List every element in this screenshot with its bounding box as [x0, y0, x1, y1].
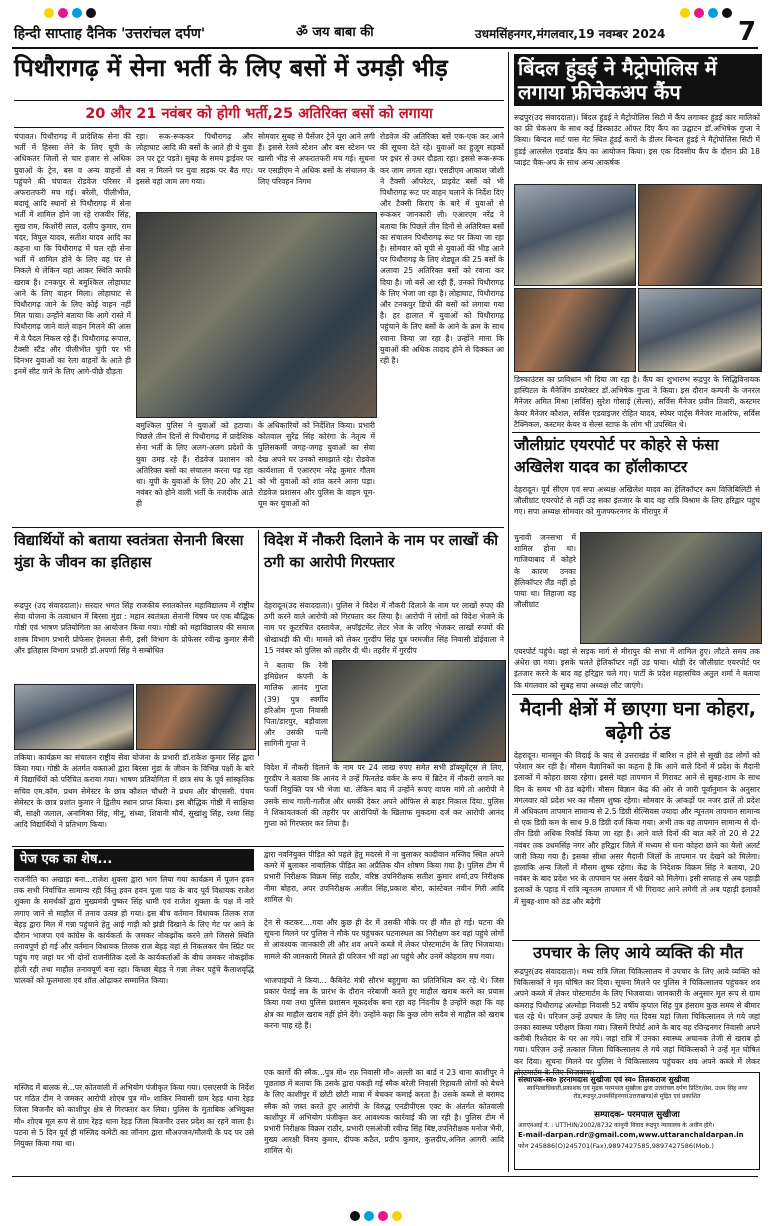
om-icon: ॐ — [296, 25, 308, 40]
color-registration-top-right — [680, 3, 740, 17]
column-p1: राजनीति का अखाड़ा बना...राजेश शुक्ला द्वारा भाग लिया गया कार्यक्रम में पूजन हवन तक सभी निर्वाचित सामान्य रही किंतु हवन हवन पूजा पाठ के बाद पूर्व विधायक राजेश शुक्ला के समर्थकों द्वारा मुख्यमंत्री पुष्कर सिंह धामी एवं राजेश शुक्ला के पक्ष में नारे लगाए जाने से माहौल में तनाव उत्पन्न हो गया। इस बीच वर्तमान विधायक तिलक राज बेहड़ द्वारा मिल में गन्ना पहुंचाने हेतु आई गाड़ी को झंडी दिखाने के लिए गेट पर आने के दौरान भाजपा एवं कांग्रेस के कार्यकर्ता के जमकर नोकझोंक करने लगे जिससे स्थिति तनावपूर्ण हो गई और वर्तमान विधायक तिलक राज बेहड़ वहां से निकलकर चेन स्प्रिंट पर पहुंच गए जहां पर भी दोनों राजनीतिक दलों के कार्यकर्ताओं के बीच जमकर नोकझोंक होती रही तथा माहौल तनावपूर्ण बना रहा। किच्छा बेहड़ ने गन्ना लेकर पहुंचे कैलाशवृद्धि चालकों को फूलमाला एवं शॉल ओढ़ाकर सम्मानित किया। — [14, 875, 254, 985]
registration-dot-magenta — [694, 8, 704, 18]
color-registration-top — [44, 3, 104, 17]
story6-headline: मैदानी क्षेत्रों में छाएगा घना कोहरा, बढ़ेगी ठंड — [520, 698, 756, 744]
page-number: 7 — [738, 17, 757, 47]
registration-dot-cyan — [72, 8, 82, 18]
divider-story3-story4 — [258, 530, 259, 756]
registration-dot-yellow — [680, 8, 690, 18]
imprint-publisher: स्वामित्वाधिकारी,प्रकाशक एवं मुद्रक परमपाल सुखीजा द्वारा उत्तरांचल दर्पण प्रिंटिंग/प्रेस, उधम सिंह नगर रोड,रूद्रपुर,उधमसिंहनगर(उत्तराखण्ड)से मुद्रित एवं प्रकाशित — [526, 1085, 748, 1100]
story1-subhead-bar — [14, 100, 504, 128]
story6-body: देहरादून। मानसून की विदाई के बाद से उत्तराखंड में बारिश न होने से सूखी ठंड लोगों को परेशान कर रही है। मौसम वैज्ञानिकों का कहना है कि आने वाले दिनों में प्रदेश के मैदानी इलाकों में कोहरा छाया रहेगा। इससे वहां तापमान में गिरावट आने से सुबह-शाम के साथ दिन के समय भी ठंड बढ़ेगी। मौसम विज्ञान केंद्र की ओर से जारी पूर्वानुमान के अनुसार मंगलवार को प्रदेश भर का मौसम शुष्क रहेगा। सोमवार के आंकड़ों पर नजर डालें तो प्रदेश में अधिकतम तापमान सामान्य से 2.5 डिग्री सेल्सियस ज्यादा और न्यूनतम तापमान सामान्य से एक डिग्री कम के साथ 9.8 डिग्री दर्ज किया गया। अभी तक वह तापमान सामान्य से दो-तीन डिग्री अधिक रिकॉर्ड किया जा रहा है। आने वाले दिनों की बात करें तो 20 से 22 नवंबर तक उधमसिंह नगर और हरिद्वार जिले में मध्यम से घना कोहरा छाने का येलो अलर्ट जारी किया गया है। इसका सीधा असर मैदानी जिलों के तापमान पर देखने को मिलेगा। हालांकि अन्य जिलों में मौसम शुष्क रहेगा। केंद्र के निदेशक विक्रम सिंह ने बताया, 20 नवंबर के बाद प्रदेश भर के तापमान पर असर देखने को मिलेगा। इसी सप्ताह से अब पहाड़ी इलाकों के पहाड़ में रात्रि न्यूनतम तापमान में भी गिरावट आने लगेगी तो अब पहाड़ी इलाकों में सुबह-शाम को ठंड और बढ़ेगी — [514, 751, 760, 906]
story5-photo — [580, 532, 762, 644]
divider-vertical-right — [508, 52, 509, 1172]
story1-crowd-photo — [136, 212, 377, 418]
story4-body2: विदेश में नौकरी दिलाने के नाम पर 24 लाख रुपए समेत सभी डॉक्यूमेंट्स ले लिए, गुरदीप ने बताया कि आनंद ने उन्हें फिनलेड वर्कर के रूप में ब्रिटेन में नौकरी लगाने का फर्जी नियुक्ति पत्र भी भेजा था. लेकिन बाद में उन्होंने रूपए वापस मांगे तो आरोपी ने उसके साथ गाली-गलौज और धमकी देकर अपने ऑफिस से बाहर निकाल दिया. पुलिस ने शिकायतकर्ता की तहरीर पर आरोपियों के खिलाफ मुकदमा दर्ज कर आरोपी आनंद गुप्ता को गिरफ्तार कर लिया है। — [264, 763, 504, 829]
story1-col3: सोमवार सुबह से पैसेंजर ट्रेनें पूरा आने लगी हैं। इससे रेलवे स्टेशन और बस स्टेशन पर खासी भीड़ से अफरातफरी मच गई। सूचना पर एसडीएम ने अधिक बसों के संचालन के लिए परिवहन निगम — [258, 132, 375, 186]
place-date: उधमसिंहनगर,मंगलवार,19 नवम्बर 2024 — [475, 27, 666, 41]
divider-story6-bottom — [512, 940, 760, 941]
story4-photo — [332, 660, 506, 762]
registration-dot-black — [722, 8, 732, 18]
story1-subhead: 20 और 21 नवंबर को होगी भर्ती,25 अतिरिक्त बसों को लगाया — [85, 106, 433, 122]
story1-col4: रोडवेज की अतिरिक्त बसें एक-एक कर आने की सूचना देते रहे। युवाओं का हुजूम सड़कों पर इधर से उधर दौड़ता रहा। इससे रूक-रूक कर जाम लगता रहा। एसडीएम आकाश जोशी ने टैक्सी ऑपरेटर, प्राइवेट बसों को भी पिथौरागढ़ रूट पर वाहन चलाने के निर्देश दिए और टैक्सी किराए के बारे में युवाओं से रूककर जानकारी ली। एआरएम नरेंद्र ने बताया कि पिछले तीन दिनों से अतिरिक्त बसों का संचालन पिथौरागढ़ रूट पर किया जा रहा है। सोमवार को यूपी से युवाओं की भीड़ आने पर पिथौरागढ़ के लिए शेड्यूल की 25 बसों के अलावा 25 अतिरिक्त बसों को रवाना कर दिया है। जो बसें आ रही हैं, उनको पिथौरागढ़ के लिए भेजा जा रहा है। लोहाघाट, पिथौरागढ़ और टनकपुर डिपो की बसों को लगाया गया है। हर हालात में युवाओं को पिथौरागढ़ पहुंचाने के लिए बसों के आने के क्रम के साथ रवाना किया जा रहा है। उन्होंने माना कि युवाओं की अधिक तादाद होने से दिक्कत आ रही है। — [380, 132, 504, 366]
paper-name: हिन्दी साप्ताह दैनिक 'उत्तरांचल दर्पण' — [14, 26, 206, 42]
imprint-founders: संस्थापक-स्व० हरनामदास सुखीजा एवं स्व० तिलकराज सुखीजा — [518, 1075, 690, 1084]
registration-dot-yellow — [392, 1211, 402, 1221]
story5-body2: एयरपोर्ट पहुंचे। यहां से सड़क मार्ग से मीरापुर की सभा में शामिल हुए। लौटते समय तक अंधेरा छा गया। इसके चलते हेलिकॉप्टर नहीं उड़ पाया। थोड़ी देर जौलीग्रांट एयरपोर्ट पर इंतजार करने के बाद वह हरिद्वार चले गए। पार्टी के प्रदेश महासचिव अतुल शर्मा ने बताया कि मंगलवार को सुबह सपा अध्यक्ष लौट जाएंगे। — [514, 647, 760, 690]
registration-dot-black — [86, 8, 96, 18]
story3-photo-1 — [14, 684, 134, 750]
divider-story5-bottom — [512, 694, 760, 695]
imprint-email: E-mail-darpan.rdr@gmail.com,www.uttaranchaldarpan.in — [518, 1131, 744, 1139]
column-p3: द्वारा नवनियुक्त पीड़ित को पहले हेतु मदरसे में ना बुलाकर कादीवान मस्जिद स्थित अपने कमरे में बुलाकर नाबालिक पीड़ित का अप्रैतिक यौन शोषण किया गया है। पुलिस टीम में प्रभारी निरीक्षक विक्रम सिंह राठौर, वरिष्ठ उपनिरीक्षक सतीश कुमार शर्मा,उप निरीक्षक नीमा बोहरा, अपर उपनिरीक्षक अजीत सिंह,प्रकाश बोरा, कांस्टेबल नवीन गिरी आदि शामिल थे। — [264, 850, 504, 904]
story4-body: देहरादून(उद संवाददाता)। पुलिस ने विदेश में नौकरी दिलाने के नाम पर लाखों रुपए की ठगी करने वाले आरोपी को गिरफ्तार कर लिया है। आरोपी ने लोगों को विदेश भेजने के नाम पर कूटरचित दस्तावेज, अपॉइंटमेंट लेटर भेज के जरिए भेजकर लाखों रुपयों की धोखाधड़ी की थी। मामले को लेकर गुरदीप सिंह पुत्र परमजीत सिंह निवासी डोईवाला ने 15 नवंबर को पुलिस को तहरीर दी थी। तहरीर में गुरदीप — [264, 601, 504, 655]
story1-headline: पिथौरागढ़ में सेना भर्ती के लिए बसों में उमड़ी भीड़ — [14, 54, 448, 82]
registration-dot-black — [350, 1211, 360, 1221]
story4-side: ने बताया कि रेनी इमिग्रेशन कंपनी के मालिक आनंद गुप्ता (39) पुत्र स्वर्गीय हरिओम गुप्ता निवासी पिता/डारपुर, बड़ौवाला और उसकी पत्नी सागिनी गुप्ता ने — [264, 661, 328, 749]
story2-photo-2 — [638, 184, 762, 286]
registration-dot-magenta — [58, 8, 68, 18]
story1-col1: चंपावत। पिथौरागढ़ में प्रादेशिक सेना की भर्ती में हिस्सा लेने के लिए यूपी के अधिकतर जिलों से चार हजार से अधिक युवाओं के ट्रेन, बस व अन्य वाहनों से पहुंचने की चंपावत रोडवेज परिसर में अफरातफरी मच गई। बरेली, पीलीभीत, बदायूं आदि स्थानों से पिथौरागढ़ में सेना भर्ती में शामिल होने जा रहे राजवीर सिंह, सुख राम, किशोरी लाल, दलीप कुमार, राम चंदर, विपुल यादव, सतीश यादव आदि का कहना था कि पिथौरागढ़ में चल रही सेना भर्ती में शामिल होने के लिए वह घर से निकले थे लेकिन यहां आकर स्थिति काफी खराब है। टनकपुर से बमुश्किल लोहाघाट आने के लिए वाहन मिला। लोहाघाट से पिथौरागढ़ जाने के लिए कोई वाहन नहीं मिल पाया। उन्होंने बताया कि आगे रास्ते में पिथौरागढ़ जाने वाले वाहन मिलने की आस में वे पैदल निकल रहे हैं। पिथौरागढ़ रूपाल, टैक्सी स्टैंड और पीलीभीत चुंगी पर भी दिनभर युवाओं का रेला वाहनों के आते ही इनमें सीट पाने के लिए आगे-पीछे दौड़ता — [14, 132, 131, 377]
story2-headline: बिंदल हुंडई ने मैट्रोपोलिस में लगाया फ्रीचेकअप कैंप — [514, 54, 762, 106]
divider-story2-bottom — [512, 432, 760, 433]
registration-dot-cyan — [364, 1211, 374, 1221]
imprint-editor: सम्पादक- परमपाल सुखीजा — [594, 1110, 680, 1120]
imprint-rni: आरएनआई नं. : UTTHIN/2002/8732 कानूनी विवाद रूद्रपुर न्यायालय के अधीन होंगे। — [518, 1122, 715, 1129]
story2-body2: डिस्काउंटस का प्राविधान भी दिया जा रहा है। कैंप का शुभारम्भ रूद्रपुर के सिद्धिविनायक हास्पिटल के मैनेजिंग डायरेक्टर डॉ.अभिषेक गुप्ता ने किया। इस दौरान कम्पनी के जनरल मैनेजर अमित मिश्रा (सर्विस) सुरेश गोसाई (सेल्स), सर्विस मैनेजर प्रवीन तिवारी, कस्टमर केयर मैनेजर कौशल, सर्विस एडवाइजर रोहित यादव, स्पेयर पार्ट्स मैनेजर माअरिफ, सर्विस टैक्निकल, कस्टमर केयर व सेल्स स्टाफ के लोग भी उपस्थित थे। — [514, 375, 760, 429]
registration-dot-cyan — [708, 8, 718, 18]
footer-rule — [12, 1176, 758, 1177]
column-title: पेज एक का शेष... — [14, 849, 254, 871]
column-p5: भाजपाइयों ने किया... कैबिनेट मंत्री सौरभ बहुगुणा का प्रतिनिधित्व कर रहे थे। जिस प्रकार पेराई सत्र के प्रारंभ के दौरान नरेबाजी करते हुए माहौल खराब करने का प्रयास किया गया तथा पुलिस प्रशासन मूकदर्शक बना रहा वह निंदनीय है उन्होंने कहा कि वह क्षेत्र का माहौल खराब नहीं होने देंगे। उन्होंने कहा कि कुछ लोग सदैव से माहौल को खराब करना चाह रहे हैं। — [264, 976, 504, 1030]
story5-side: चुनावी जनसभा में शामिल होना था। गाजियाबाद में कोहरे के कारण उनका हेलिकॉप्टर लैंड नहीं हो पाया था। लिहाजा वह जौलीग्रांट — [514, 533, 576, 610]
story3-body2: तकिया। कार्यक्रम का संचालन राष्ट्रीय सेवा योजना के प्रभारी डॉ.राकेश कुमार सिंह द्वारा किया गया। गोष्ठी के अंतर्गत वक्ताओं द्वारा बिरसा मुंडा के जीवन के विभिन्न पक्षों के बारे में विद्यार्थियों को परिचित कराया गया। भाषण प्रतियोगिता में छात्र संघ के पूर्व सांस्कृतिक सचिव एम.कॉम. प्रथम सेमेस्टर के छात्र कौशल चौधरी ने प्रथम और बीएससी. पंचम सेमेस्टर के छात्र प्रशांत कुमार ने द्वितीय स्थान प्राप्त किया। इस बौद्धिक गोष्ठी में साक्षिया बी, साक्षी जलाल, अनामिका सिंह, मीनू, संध्या, शिवानी मौर्य, सुखांशु सिंह, रश्मा सिंह आदि विद्यार्थियों ने प्रतिभाग किया। — [14, 753, 254, 830]
story2-photo-1 — [514, 184, 636, 286]
story2-photo-3 — [514, 288, 636, 372]
masthead-emblem — [296, 22, 406, 40]
story7-headline: उपचार के लिए आये व्यक्ति की मौत — [533, 943, 743, 962]
story3-headline: विद्यार्थियों को बताया स्वतंत्रता सेनानी बिरसा मुंडा के जीवन का इतिहास — [14, 533, 244, 571]
divider-story1-bottom — [12, 527, 504, 528]
color-registration-bottom — [350, 1206, 420, 1220]
story5-headline: जौलीग्रांट एयरपोर्ट पर कोहरे से फंसा अखिलेश यादव का हॉलीकाप्टर — [514, 436, 719, 476]
masthead-center-text: जय बाबा की — [312, 25, 374, 40]
story1-col2b: बमुश्किल पुलिस ने युवाओं को हटाया। पिछले तीन दिनों से पिथौरागढ़ में प्रादेशिक सेना भर्ती के लिए अलग-अलग प्रदेशों के युवा उमड़ रहे हैं। रोडवेज प्रशासन को अतिरिक्त बसों का संचालन करना पड़ रहा था। यूपी के युवाओं के लिए 20 और 21 नवंबर को होने वाली भर्ती के नजदीक आते ही — [136, 421, 253, 509]
registration-dot-yellow — [44, 8, 54, 18]
column-p4: ट्रेन से कटकर....गया और कुछ ही देर में उसकी मौके पर ही मौत हो गई। घटना की सूचना मिलने पर पुलिस ने मौके पर पहुंचकर घटनास्थल का निरीक्षण कर वहां पहुंचे लोगों से आवश्यक जानकारी ली और शव अपने कब्जे में लेकर पोस्टमार्टम के लिए भिजवाया। मामले की जानकारी मिलते ही परिजन भी वहां आ पहुंचे और उनमें कोहराम मच गया। — [264, 918, 504, 961]
column-p2: मस्जिद में बालक से...पर कोतवाली में अभियोग पंजीकृत किया गया। एसएसपी के निर्देश पर गठित टीम ने जमकर आरोपी शोएब पुत्र मो० शाकिर निवासी ग्राम रेहड़ थाना रेहड़ जिला बिजनौर को काशीपुर क्षेत्र से गिरफ्तार कर लिया। पुलिस के मुताबिक अभियुक्त मौ० शोएब मूल रूप से ग्राम रेहड़ थाना रेहड़ जिला बिजनौर उत्तर प्रदेश का रहने वाला है। पटना से 5 दिन पूर्व ही मस्जिद कमेटी का जॉनाग द्वारा मौअज्जन/मौलवी के पद पर उसे नियुक्त किया गया था। — [14, 1083, 254, 1149]
column-p6: एक कार्गो की स्मैक...पुत्र मो० रफ़ निवासी मौ० अल्ली का बार्ड नं 23 थाना काशीपुर ने पूछताछ में बताया कि उसके द्वारा पकड़ी गई स्मैक बरेली निवासी रिहायती लोगों को बेचने के लिए काशीपुर में छोटी छोटी मात्रा में बेचकर कमाई करता है। उसके कब्जे से बरामद स्मैक को जब्त करते हुए आरोपी के विरुद्ध एनडीपीएस एक्ट के अंतर्गत कोतवाली काशीपुर में अभियोग पंजीकृत कर आवश्यक कार्रवाई की जा रही है। पुलिस टीम में प्रभारी निरीक्षक विक्रम राठौर, प्रभारी एसओजी रवीन्द्र सिंह बिष्ट,उपनिरीक्षक मनोज भैनी, मुख्य आरक्षी विनय कुमार, दीपक कठैत, प्रदीप कुमार, कुलदीप,अनिल आगरी आदि शामिल थे। — [264, 1068, 504, 1156]
imprint-phone: फोन 245886(O)245701(Fax),9897427585,9897427586(Mob.) — [518, 1142, 714, 1150]
story2-photo-4 — [638, 288, 762, 372]
story1-col3b: के अधिकारियों को निर्देशित किया। प्रभारी कोतवाल सुरेंद्र सिंह कोरंगा के नेतृत्व में पुलिसकर्मी जगह-जगह युवाओं का सेवा देख अपने घर उनको समझाते रहे। रोडवेज कार्यशाला में एआरएम नरेंद्र कुमार गौतम को भी युवाओं को शांत करने आना पड़ा। रोडवेज प्रशासन और पुलिस के वाहन घूम-घूम कर युवाओं को — [258, 421, 375, 509]
story5-body: देहरादून। पूर्व सीएम एवं सपा अध्यक्ष अखिलेश यादव का हेलिकॉप्टर कम विजिबिलिटी से जौलीग्रांट एयरपोर्ट से नहीं उड़ सका इंतजार के बाद वह रात्रि विश्राम के लिए हरिद्वार पहुंच गए। सपा अध्यक्ष सोमवार को मुजफ्फरनगर के मीरापुर में — [514, 485, 760, 517]
divider-middle — [12, 846, 504, 847]
masthead-rule — [12, 47, 758, 49]
story3-body: रूद्रपुर (उद संवाददाता)। सरदार भगत सिंह राजकीय स्नातकोत्तर महाविद्यालय में राष्ट्रीय सेवा योजना के तत्वाधान में बिरसा मुंडा : महान स्वतंत्रता सेनानी विषय पर एक बौद्धिक गोष्ठी एवं भाषण प्रतियोगिता का आयोजन किया गया। गोष्ठी को महाविद्यालय की समाज शास्त्र विभाग प्रभारी प्रोफेसर हेमलता सैनी, इसी विभाग के प्रोफेसर रवीन्द्र कुमार सैनी और इतिहास विभाग प्रभारी डॉ.अपर्णा सिंह ने सम्बोधित — [14, 601, 254, 655]
story4-headline: विदेश में नौकरी दिलाने के नाम पर लाखों की ठगी का आरोपी गिरफ्तार — [264, 533, 499, 571]
story3-photo-2 — [136, 684, 256, 750]
story2-body: रूद्रपुर(उद संवाददाता)। बिंदल हुंडई ने मैट्रोपोलिस सिटी में कैंप लगाकर हुंडई कार मालिकों का फ्री चेकअप के साथ कई डिस्काउंट ऑफर दिए कैंप का उद्घाटन डॉ.अभिषेक गुप्ता ने किया। बिन्दल मार्ट पास मेट स्थित हुंडई कारों के डीलर बिन्दल हुंडई ने मैट्रोपोलिस सिटी में हुंडई आलसेल एडवांड कैंप का आयोजन किया। इस एक दिवसीय कैंप के दौरान फ्री 18 प्वाइंट चैक-अप के साथ अन्य आकर्षक — [514, 113, 760, 167]
imprint-box — [514, 1072, 760, 1170]
registration-dot-magenta — [378, 1211, 388, 1221]
story1-col2: रहा। रूक-रूककर पिथौरागढ़ और लोहाघाट आदि की बसों के आते ही ये युवा उन पर टूट पड़ते। सुबह के समय ड्राईवर पर बस न मिलने पर युवा सड़क पर बैठ गए। इससे वहां जाम लग गया। — [136, 132, 253, 186]
story7-body: रूद्रपुर(उद संवाददाता)। मध्य रात्रि जिला चिकित्सालय में उपचार के लिए आये व्यक्ति को चिकित्सकों ने मृत घोषित कर दिया। सूचना मिलने पर पुलिस ने चिकित्सालय पहुंचकर शव अपने कब्जे में लेकर पोस्टमार्टम के लिए भिजवाया। जानकारी के अनुसार मूल रूप से ग्राम कमराड़ पिथौरागढ़ अल्मोड़ा निवासी 52 वर्षीय कृपाल सिंह पुत्र हंसराम कुछ समय से बीमार चल रहे थे। परिजन उन्हें उपचार के लिए गत दिवस यहां जिला चिकित्सालय ले गये जहां उनका स्वास्थ्य परीक्षण किया गया। जिसमें रिपोर्ट आने के बाद वह रविन्द्रनगर निवासी अपने करीबी रिश्तेदार के घर आ गये। जहां रात्रि में उनका स्वास्थ्य अचानक तेजी से खराब हो गया। परिजन उन्हें तत्काल जिला चिकित्सालय ले गये जहां चिकित्सकों ने उन्हें मृत घोषित कर दिया। सूचना मिलने पर पुलिस ने चिकित्सालय पहुंचकर शव अपने कब्जे में लेकर पोस्टमार्टम के लिए भिजवाया। — [514, 967, 760, 1077]
